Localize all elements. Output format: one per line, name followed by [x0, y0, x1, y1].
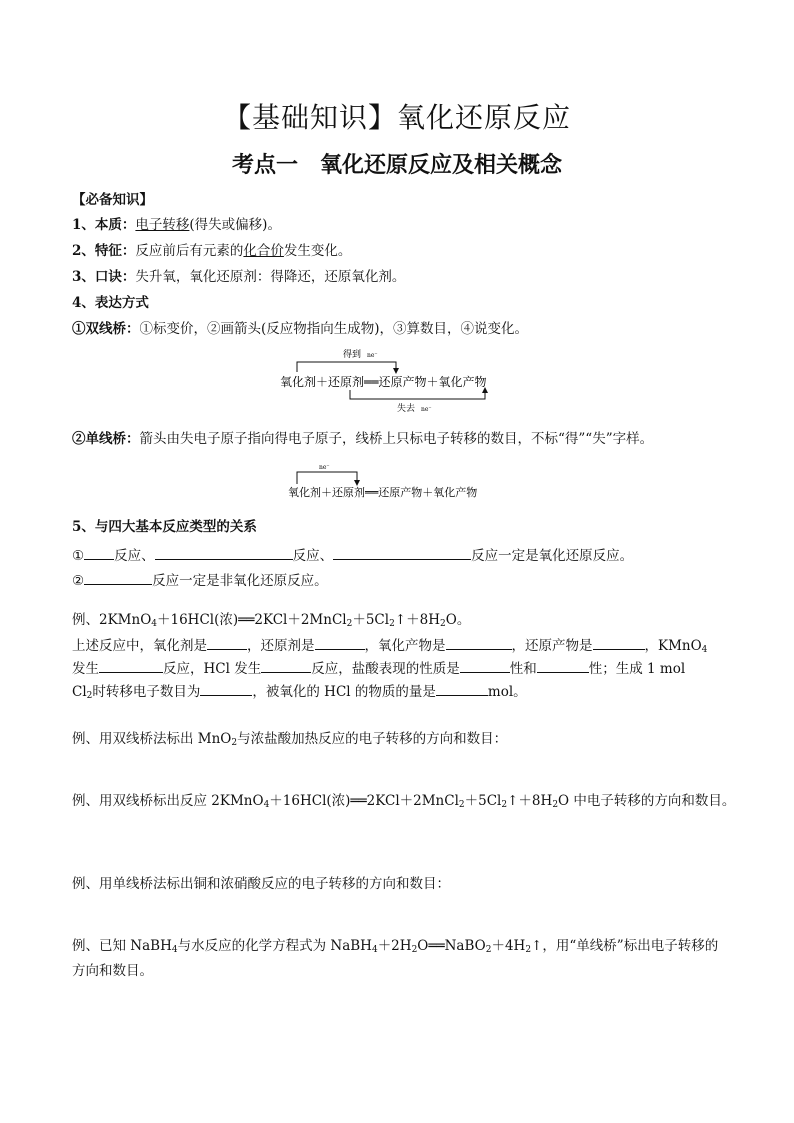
- arrow-head-icon: [393, 368, 399, 374]
- gain-label: 得到: [343, 350, 362, 360]
- item-text: 发生变化。: [283, 243, 352, 259]
- item-mnemonic: [72, 268, 405, 286]
- section-label: 【必备知识】: [72, 192, 153, 208]
- answer-blank[interactable]: [593, 635, 645, 650]
- gain-bridge-line: [297, 362, 396, 372]
- item-relationship: 5、与四大基本反应类型的关系: [72, 519, 257, 535]
- example-1-question-line-2: 发生 反应，HCl 发生 反应，盐酸表现的性质是 性和 性；生成 1 mol: [72, 658, 685, 678]
- electron-count: ne⁻: [367, 352, 378, 359]
- answer-blank[interactable]: [200, 681, 252, 696]
- reaction-equation: 氧化剂＋还原剂══还原产物＋氧化产物: [288, 486, 478, 499]
- answer-blank[interactable]: [460, 658, 510, 673]
- item-label: ②单线桥：: [72, 431, 140, 447]
- loss-label: 失去: [397, 404, 416, 414]
- item-text: ①标变价，②画箭头(反应物指向生成物)，③算数目，④说变化。: [139, 321, 529, 337]
- item-double-bridge: [72, 320, 528, 338]
- answer-blank[interactable]: [84, 545, 114, 560]
- item-single-bridge: [72, 430, 653, 448]
- example-5-line-1: 例、已知 NaBH$_4$与水反应的化学方程式为 $NaBH_4+2H_2O══NaBO_2+4H_2↑$，用“单线桥”标出电子转移的: [72, 938, 719, 955]
- electron-count: ne⁻: [421, 406, 432, 413]
- item-essence: [72, 216, 281, 234]
- item-feature: [72, 242, 351, 260]
- item-label: 3、口诀：: [72, 269, 136, 285]
- loss-bridge-line: [350, 389, 485, 399]
- example-4: 例、用单线桥法标出铜和浓硝酸反应的电子转移的方向和数目：: [72, 876, 450, 892]
- example-1-question-line-1: 上述反应中，氧化剂是 ，还原剂是 ，氧化产物是 ，还原产物是 ，KMnO$_4$: [72, 635, 707, 655]
- answer-blank[interactable]: [84, 570, 152, 585]
- item-expression: 4、表达方式: [72, 295, 149, 311]
- example-1-question-line-3: $Cl_2$时转移电子数目为 ，被氧化的 HCl 的物质的量是 mol。: [72, 681, 527, 701]
- single-bridge-line: [297, 472, 357, 484]
- answer-blank[interactable]: [446, 635, 512, 650]
- answer-blank[interactable]: [333, 545, 471, 560]
- answer-blank[interactable]: [261, 658, 311, 673]
- page-title: 【基础知识】氧化还原反应: [222, 101, 571, 134]
- item-label: 2、特征：: [72, 243, 136, 259]
- underlined-term: 化合价: [243, 243, 284, 259]
- item-text: 反应前后有元素的: [135, 243, 244, 259]
- relationship-line-2: ② 反应一定是非氧化还原反应。: [72, 570, 328, 590]
- answer-blank[interactable]: [315, 635, 365, 650]
- page-subtitle: 考点一 氧化还原反应及相关概念: [231, 153, 562, 178]
- answer-blank[interactable]: [537, 658, 589, 673]
- item-text: 箭头由失电子原子指向得电子原子，线桥上只标电子转移的数目，不标“得”“失”字样。: [139, 431, 654, 447]
- single-bridge-diagram: [275, 460, 525, 502]
- item-text: (得失或偏移)。: [189, 217, 281, 233]
- answer-blank[interactable]: [155, 545, 293, 560]
- example-2: 例、用双线桥法标出 MnO$_2$与浓盐酸加热反应的电子转移的方向和数目：: [72, 731, 508, 748]
- answer-blank[interactable]: [99, 658, 163, 673]
- electron-count: ne⁻: [319, 464, 330, 471]
- example-1-equation: 例、2KMnO$_4$＋16HCl(浓)$══2KCl+2MnCl_2+5Cl_2↑+8H_2O$。: [72, 612, 471, 629]
- answer-blank[interactable]: [436, 681, 488, 696]
- answer-blank[interactable]: [207, 635, 247, 650]
- double-bridge-diagram: [275, 345, 525, 417]
- relationship-line-1: ① 反应、 反应、 反应一定是氧化还原反应。: [72, 545, 633, 565]
- item-label: ①双线桥：: [72, 321, 140, 337]
- item-label: 1、本质：: [72, 217, 136, 233]
- underlined-term: 电子转移: [135, 217, 190, 233]
- example-3: 例、用双线桥标出反应 2KMnO$_4$＋16HCl(浓)$══2KCl+2MnCl_2+5Cl_2↑+8H_2O$ 中电子转移的方向和数目。: [72, 793, 736, 810]
- example-5-line-2: 方向和数目。: [72, 963, 153, 979]
- item-text: 失升氧，氧化还原剂：得降还，还原氧化剂。: [135, 269, 406, 285]
- reaction-equation: 氧化剂＋还原剂══还原产物＋氧化产物: [280, 375, 487, 389]
